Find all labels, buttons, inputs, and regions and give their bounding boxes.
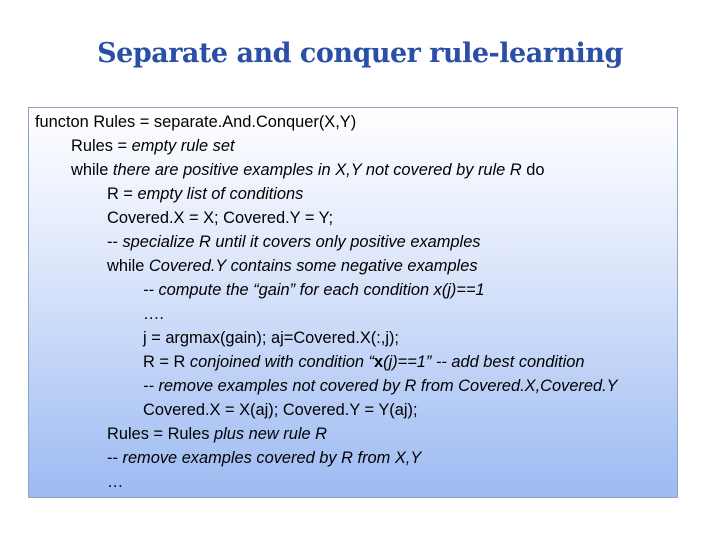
code-line-15 [35, 446, 675, 470]
code-line-3 [35, 158, 675, 182]
code-text-italic: remove examples covered by R from X,Y [122, 449, 422, 467]
code-line-12 [35, 374, 675, 398]
code-line-5 [35, 206, 675, 230]
code-text: Covered.X = X; Covered.Y = Y; [107, 209, 334, 227]
code-text-italic: empty rule set [131, 137, 235, 155]
pseudocode-block [35, 110, 675, 494]
code-line-1 [35, 110, 675, 134]
code-text: … [107, 473, 124, 491]
code-line-10 [35, 326, 675, 350]
code-text-italic: -- compute the “gain” for each condition x(j)==1 [143, 281, 485, 299]
code-line-8 [35, 278, 675, 302]
code-line-14 [35, 422, 675, 446]
code-text: j = argmax(gain); aj=Covered.X(:,j); [143, 329, 399, 347]
code-line-16 [35, 470, 675, 494]
code-text: Covered.X = X(aj); Covered.Y = Y(aj); [143, 401, 418, 419]
code-text-italic: -- remove examples not covered by R from Covered.X,Covered.Y [143, 377, 618, 395]
function-header: functon Rules = separate.And.Conquer(X,Y) [35, 113, 357, 131]
code-text-italic: empty list of conditions [137, 185, 304, 203]
code-text-italic: Covered.Y contains some negative examples [148, 257, 478, 275]
code-text-italic: specialize R until it covers only positive examples [122, 233, 481, 251]
slide-title: Separate and conquer rule-learning [97, 38, 623, 69]
code-line-9 [35, 302, 675, 326]
code-line-11 [35, 350, 675, 374]
code-text-bold: x [373, 353, 384, 371]
code-text: Rules = Rules [107, 425, 215, 443]
code-text: …. [143, 305, 164, 323]
code-text: Rules = [71, 137, 132, 155]
code-text-italic: conjoined with condition “ [189, 353, 374, 371]
code-line-6 [35, 230, 675, 254]
code-text-italic: plus new rule R [214, 425, 328, 443]
code-text: -- [107, 449, 123, 467]
code-text: while [107, 257, 149, 275]
code-text: while [71, 161, 113, 179]
code-line-13 [35, 398, 675, 422]
code-line-4 [35, 182, 675, 206]
code-line-2 [35, 134, 675, 158]
code-text: -- [107, 233, 123, 251]
code-text: do [521, 161, 545, 179]
code-text: R = [107, 185, 138, 203]
code-text-italic: there are positive examples in X,Y not covered by rule R [112, 161, 522, 179]
code-text: R = R [143, 353, 190, 371]
code-text-italic: (j)==1” -- add best condition [383, 353, 585, 371]
code-line-7 [35, 254, 675, 278]
